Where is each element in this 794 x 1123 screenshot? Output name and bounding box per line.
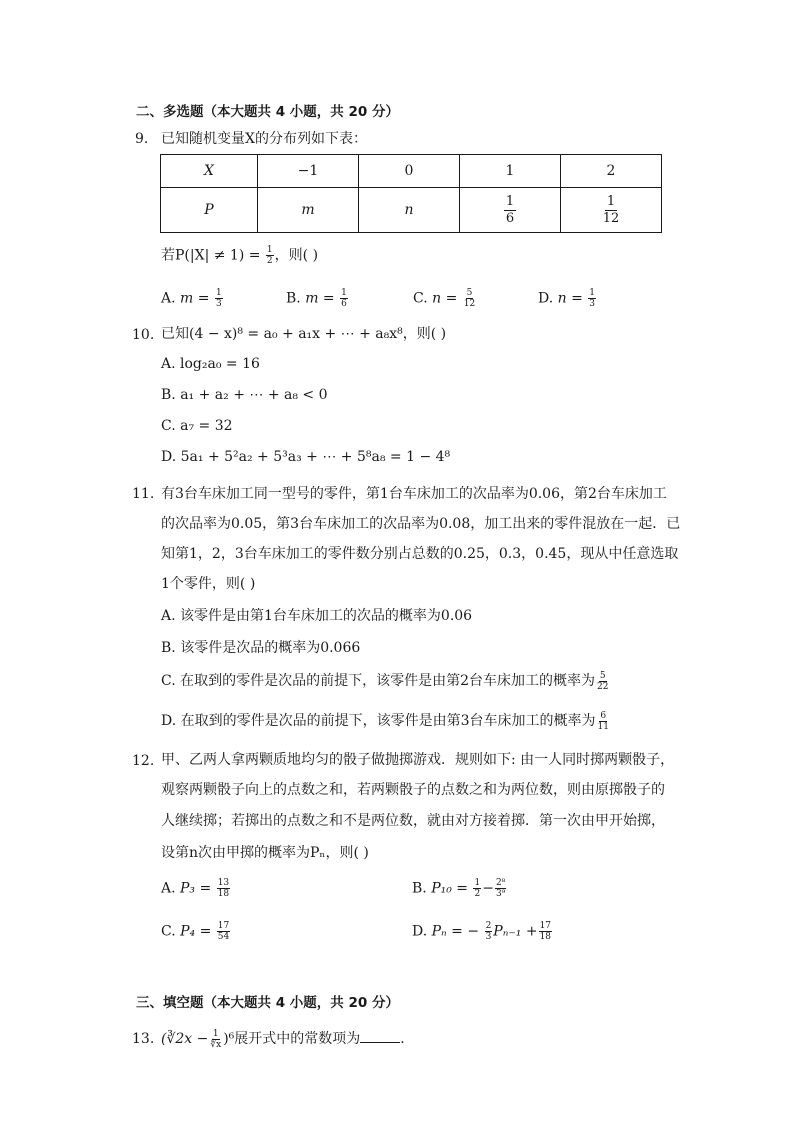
fraction xyxy=(495,878,506,899)
option-expr: P₃ = xyxy=(180,880,212,897)
option-expr: n = xyxy=(432,290,458,307)
stem-end: . xyxy=(400,1031,405,1047)
q12-line-1: 甲、乙两人拿两颗质地均匀的骰子做抛掷游戏．规则如下: 由一人同时掷两颗骰子， xyxy=(161,752,675,768)
numerator: 6 xyxy=(600,710,607,721)
denominator: 6 xyxy=(341,299,347,309)
q13-stem xyxy=(161,1028,405,1050)
fraction xyxy=(596,671,609,692)
option-expr: Pₙ₋₁ + xyxy=(493,923,538,940)
q12-option-b xyxy=(412,878,507,899)
option-label: C. xyxy=(161,923,176,940)
q11-option-c xyxy=(161,670,610,692)
numerator: 5 xyxy=(599,670,606,681)
q11-option-a: A. 该零件是由第1台车床加工的次品的概率为0.06 xyxy=(161,608,473,624)
stem-text: )⁶展开式中的常数项为 xyxy=(223,1031,361,1047)
table-cell xyxy=(460,188,561,233)
denominator: 3⁹ xyxy=(495,889,506,899)
denominator: ∜x xyxy=(210,1039,222,1050)
q11-line-3: 知第1，2，3台车床加工的零件数分别占总数的0.25，0.3，0.45，现从中任意选取 xyxy=(161,546,679,562)
option-expr: m = xyxy=(180,290,210,307)
q12-number: 12. xyxy=(132,753,155,769)
answer-blank[interactable] xyxy=(360,1028,400,1043)
denominator: 22 xyxy=(597,681,609,692)
numerator: 1 xyxy=(505,194,515,209)
denominator: 18 xyxy=(217,889,230,899)
numerator: 5 xyxy=(466,288,473,298)
section-header-multi: 二、多选题（本大题共 4 小题，共 20 分） xyxy=(136,104,399,120)
denominator: 2 xyxy=(266,256,273,266)
option-label: D. xyxy=(538,290,554,307)
table-cell: 2 xyxy=(561,155,662,188)
q9-condition xyxy=(161,245,318,266)
fraction xyxy=(485,921,493,942)
q12-line-2: 观察两颗骰子向上的点数之和，若两颗骰子的点数之和为两位数，则由原掷骰子的 xyxy=(161,782,665,798)
option-label: C. xyxy=(413,290,428,307)
table-cell: 0 xyxy=(359,155,460,188)
table-row xyxy=(161,188,662,233)
q10-option-a: A. log₂a₀ = 16 xyxy=(161,356,260,372)
option-expr: P₁₀ = xyxy=(431,880,469,897)
numerator: 17 xyxy=(217,921,230,931)
q11-line-4: 1个零件，则( ) xyxy=(161,576,256,592)
option-text: D. 在取到的零件是次品的前提下，该零件是由第3台车床加工的概率为 xyxy=(161,713,596,729)
fraction xyxy=(340,288,348,309)
fraction xyxy=(217,878,230,899)
denominator: 2 xyxy=(474,889,481,899)
table-cell: X xyxy=(161,155,258,188)
option-label: B. xyxy=(286,290,301,307)
q9-option-a xyxy=(161,288,224,309)
q11-number: 11. xyxy=(132,486,155,502)
q11-option-d xyxy=(161,710,611,732)
q13-number: 13. xyxy=(132,1031,155,1047)
table-cell: P xyxy=(161,188,258,233)
q12-line-4: 设第n次由甲掷的概率为Pₙ，则( ) xyxy=(161,845,369,861)
fraction xyxy=(588,288,596,309)
numerator: 1 xyxy=(266,245,273,255)
numerator: 1 xyxy=(589,288,596,298)
option-expr: n = xyxy=(557,290,583,307)
numerator: 1 xyxy=(341,288,347,298)
numerator: 1 xyxy=(606,194,616,209)
q10-stem: 已知(4 − x)⁸ = a₀ + a₁x + ⋯ + a₈x⁸，则( ) xyxy=(161,326,447,342)
q10-option-c: C. a₇ = 32 xyxy=(161,418,233,434)
denominator: 3 xyxy=(485,932,492,942)
q12-option-d xyxy=(412,921,553,942)
condition-text: 若P(|X| ≠ 1) = xyxy=(161,247,261,264)
numerator: 1 xyxy=(474,878,481,888)
option-label: D. xyxy=(412,923,428,940)
option-expr: m = xyxy=(305,290,335,307)
fraction xyxy=(603,194,620,227)
q9-option-c xyxy=(413,288,477,309)
fraction xyxy=(463,288,476,309)
option-expr: Pₙ = − xyxy=(431,923,480,940)
numerator: 13 xyxy=(217,878,230,888)
table-cell xyxy=(561,188,662,233)
table-cell: n xyxy=(359,188,460,233)
q12-line-3: 人继续掷；若掷出的点数之和不是两位数，就由对方接着掷．第一次由甲开始掷， xyxy=(161,813,665,829)
q9-option-b xyxy=(286,288,349,309)
fraction xyxy=(597,711,610,732)
fraction xyxy=(539,921,552,942)
q11-line-2: 的次品率为0.05，第3台车床加工的次品率为0.08，加工出来的零件混放在一起．已 xyxy=(161,516,681,532)
fraction xyxy=(266,245,274,266)
numerator: 2⁸ xyxy=(495,878,506,888)
numerator: 17 xyxy=(539,921,552,931)
denominator: 12 xyxy=(463,299,476,309)
q9-option-d xyxy=(538,288,597,309)
expr-text: (∛2x − xyxy=(161,1031,209,1047)
q10-option-d: D. 5a₁ + 5²a₂ + 5³a₃ + ⋯ + 5⁸a₈ = 1 − 4⁸ xyxy=(161,449,451,465)
denominator: 11 xyxy=(597,721,609,732)
option-label: B. xyxy=(412,880,427,897)
table-cell: m xyxy=(258,188,359,233)
denominator: 54 xyxy=(217,932,230,942)
q10-number: 10. xyxy=(132,327,155,343)
option-expr: − xyxy=(482,880,494,897)
table-cell: 1 xyxy=(460,155,561,188)
table-cell: −1 xyxy=(258,155,359,188)
section-header-fill: 三、填空题（本大题共 4 小题，共 20 分） xyxy=(136,995,399,1011)
q11-line-1: 有3台车床加工同一型号的零件，第1台车床加工的次品率为0.06，第2台车床加工 xyxy=(161,486,667,502)
numerator: 1 xyxy=(212,1028,219,1039)
option-expr: P₄ = xyxy=(180,923,212,940)
numerator: 2 xyxy=(485,921,492,931)
fraction xyxy=(473,878,481,899)
denominator: 12 xyxy=(602,211,620,226)
q12-option-a xyxy=(161,878,231,899)
option-label: A. xyxy=(161,880,176,897)
option-label: A. xyxy=(161,290,176,307)
fraction xyxy=(504,194,516,227)
distribution-table xyxy=(160,154,662,233)
q9-stem: 已知随机变量X的分布列如下表： xyxy=(161,131,367,147)
fraction xyxy=(217,921,230,942)
q12-option-c xyxy=(161,921,231,942)
fraction xyxy=(215,288,223,309)
option-text: C. 在取到的零件是次品的前提下，该零件是由第2台车床加工的概率为 xyxy=(161,673,596,689)
denominator: 3 xyxy=(215,299,222,309)
q11-option-b: B. 该零件是次品的概率为0.066 xyxy=(161,640,361,656)
denominator: 6 xyxy=(505,211,515,226)
table-row xyxy=(161,155,662,188)
fraction xyxy=(209,1029,222,1050)
condition-text: ，则( ) xyxy=(274,247,319,264)
q10-option-b: B. a₁ + a₂ + ⋯ + a₈ < 0 xyxy=(161,387,328,403)
denominator: 18 xyxy=(539,932,552,942)
q9-number: 9. xyxy=(135,131,149,147)
numerator: 1 xyxy=(215,288,222,298)
denominator: 3 xyxy=(589,299,596,309)
